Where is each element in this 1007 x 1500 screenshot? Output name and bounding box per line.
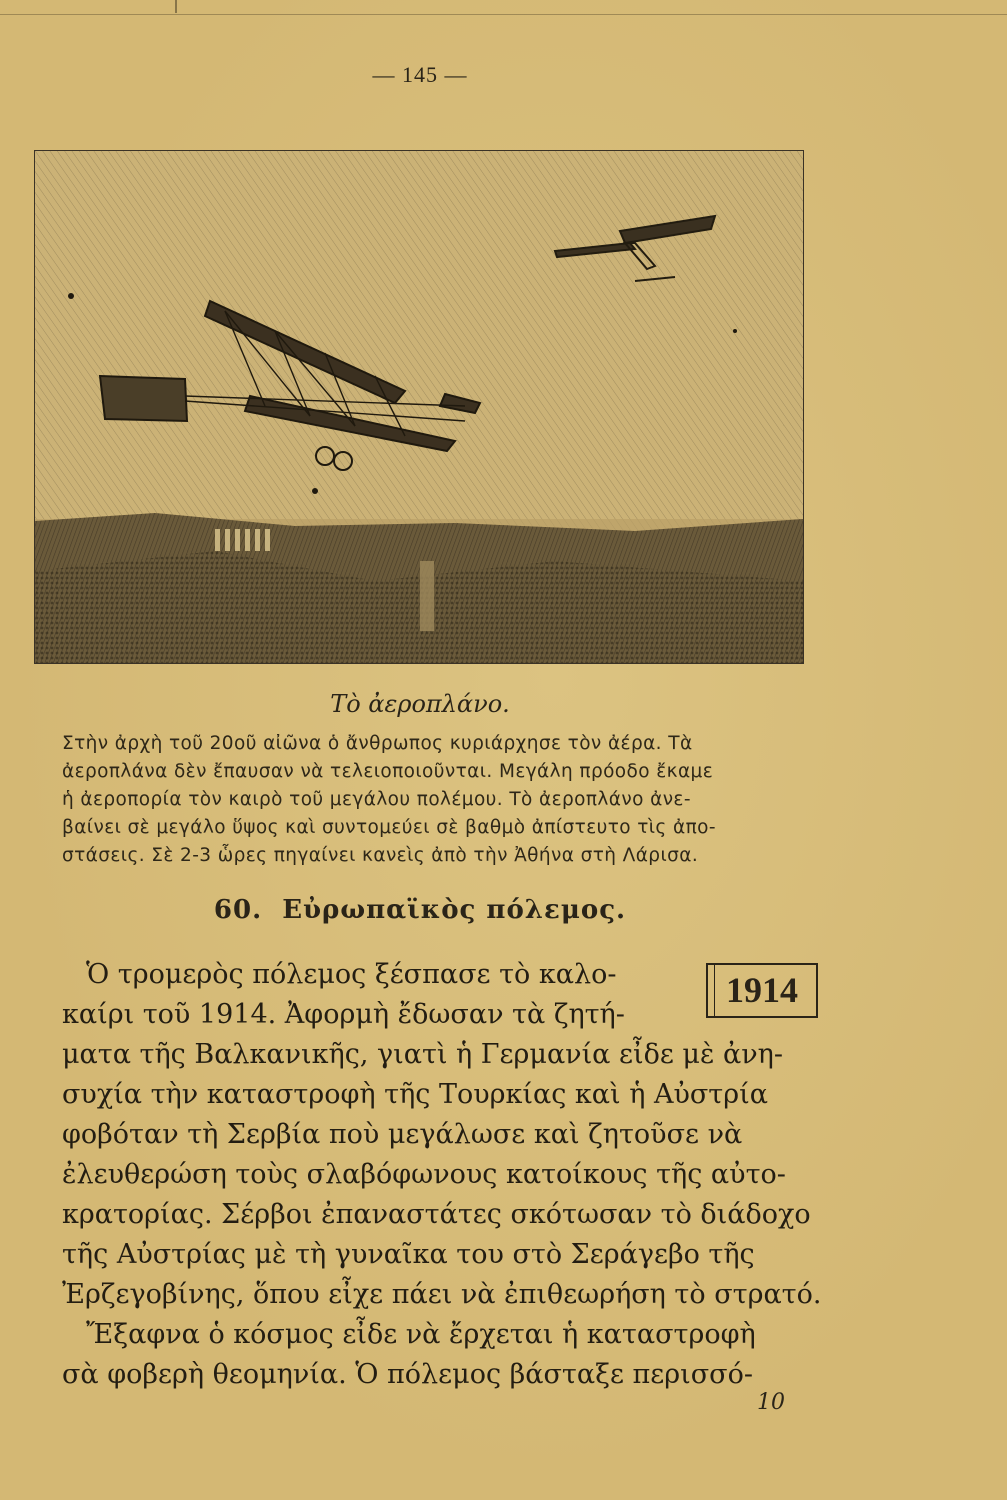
body-line: Ἐρζεγοβίνης, ὅπου εἶχε πάει νὰ ἐπιθεωρήση τὸ στρατό. xyxy=(62,1279,822,1310)
edge-tick xyxy=(175,0,177,13)
page-number: — 145 — xyxy=(372,62,468,87)
body-line: ματα τῆς Βαλκανικῆς, γιατὶ ἡ Γερμανία εἶδε μὲ ἀνη- xyxy=(62,1039,783,1070)
caption-line: Στὴν ἀρχὴ τοῦ 20οῦ αἰῶνα ὁ ἄνθρωπος κυριάρχησε τὸν ἀέρα. Τὰ xyxy=(62,733,693,754)
body-line: φοβόταν τὴ Σερβία ποὺ μεγάλωσε καὶ ζητοῦσε νὰ xyxy=(62,1119,743,1150)
body-line: σὰ φοβερὴ θεομηνία. Ὁ πόλεμος βάσταξε περισσό- xyxy=(62,1359,753,1390)
body-line: ἐλευθερώση τοὺς σλαβόφωνους κατοίκους τῆς αὐτο- xyxy=(62,1159,786,1190)
top-edge-rule xyxy=(0,0,1007,15)
engraving-image xyxy=(35,151,803,663)
figure-caption-title: Τὸ ἀεροπλάνο. xyxy=(330,690,510,718)
section-title: Εὐρωπαϊκὸς πόλεμος. xyxy=(282,895,627,925)
body-line: τῆς Αὐστρίας μὲ τὴ γυναῖκα του στὸ Σεράγεβο τῆς xyxy=(62,1239,755,1270)
airplane-illustration xyxy=(34,150,804,664)
body-line: Ὁ τρομερὸς πόλεμος ξέσπασε τὸ καλο- xyxy=(86,959,617,990)
body-line: συχία τὴν καταστροφὴ τῆς Τουρκίας καὶ ἡ Αὐστρία xyxy=(62,1079,768,1110)
body-line: Ἔξαφνα ὁ κόσμος εἶδε νὰ ἔρχεται ἡ καταστροφὴ xyxy=(86,1319,756,1350)
figure-caption-text xyxy=(62,730,822,870)
section-heading xyxy=(0,895,840,925)
caption-line: βαίνει σὲ μεγάλο ὕψος καὶ συντομεύει σὲ βαθμὸ ἀπίστευτο τὶς ἀπο- xyxy=(62,817,716,838)
year-box: 1914 xyxy=(706,963,818,1018)
caption-line: στάσεις. Σὲ 2-3 ὧρες πηγαίνει κανεὶς ἀπὸ τὴν Ἀθήνα στὴ Λάρισα. xyxy=(62,845,699,866)
caption-line: ἡ ἀεροπορία τὸν καιρὸ τοῦ μεγάλου πολέμου. Τὸ ἀεροπλάνο ἀνε- xyxy=(62,789,691,810)
caption-line: ἀεροπλάνα δὲν ἔπαυσαν νὰ τελειοποιοῦνται. Μεγάλη πρόοδο ἔκαμε xyxy=(62,761,714,782)
section-body xyxy=(62,955,830,1395)
signature-mark: 10 xyxy=(757,1390,785,1415)
section-number: 60. xyxy=(213,895,263,925)
body-line: κρατορίας. Σέρβοι ἐπαναστάτες σκότωσαν τὸ διάδοχο xyxy=(62,1199,811,1230)
body-line: καίρι τοῦ 1914. Ἀφορμὴ ἔδωσαν τὰ ζητή- xyxy=(62,999,625,1030)
